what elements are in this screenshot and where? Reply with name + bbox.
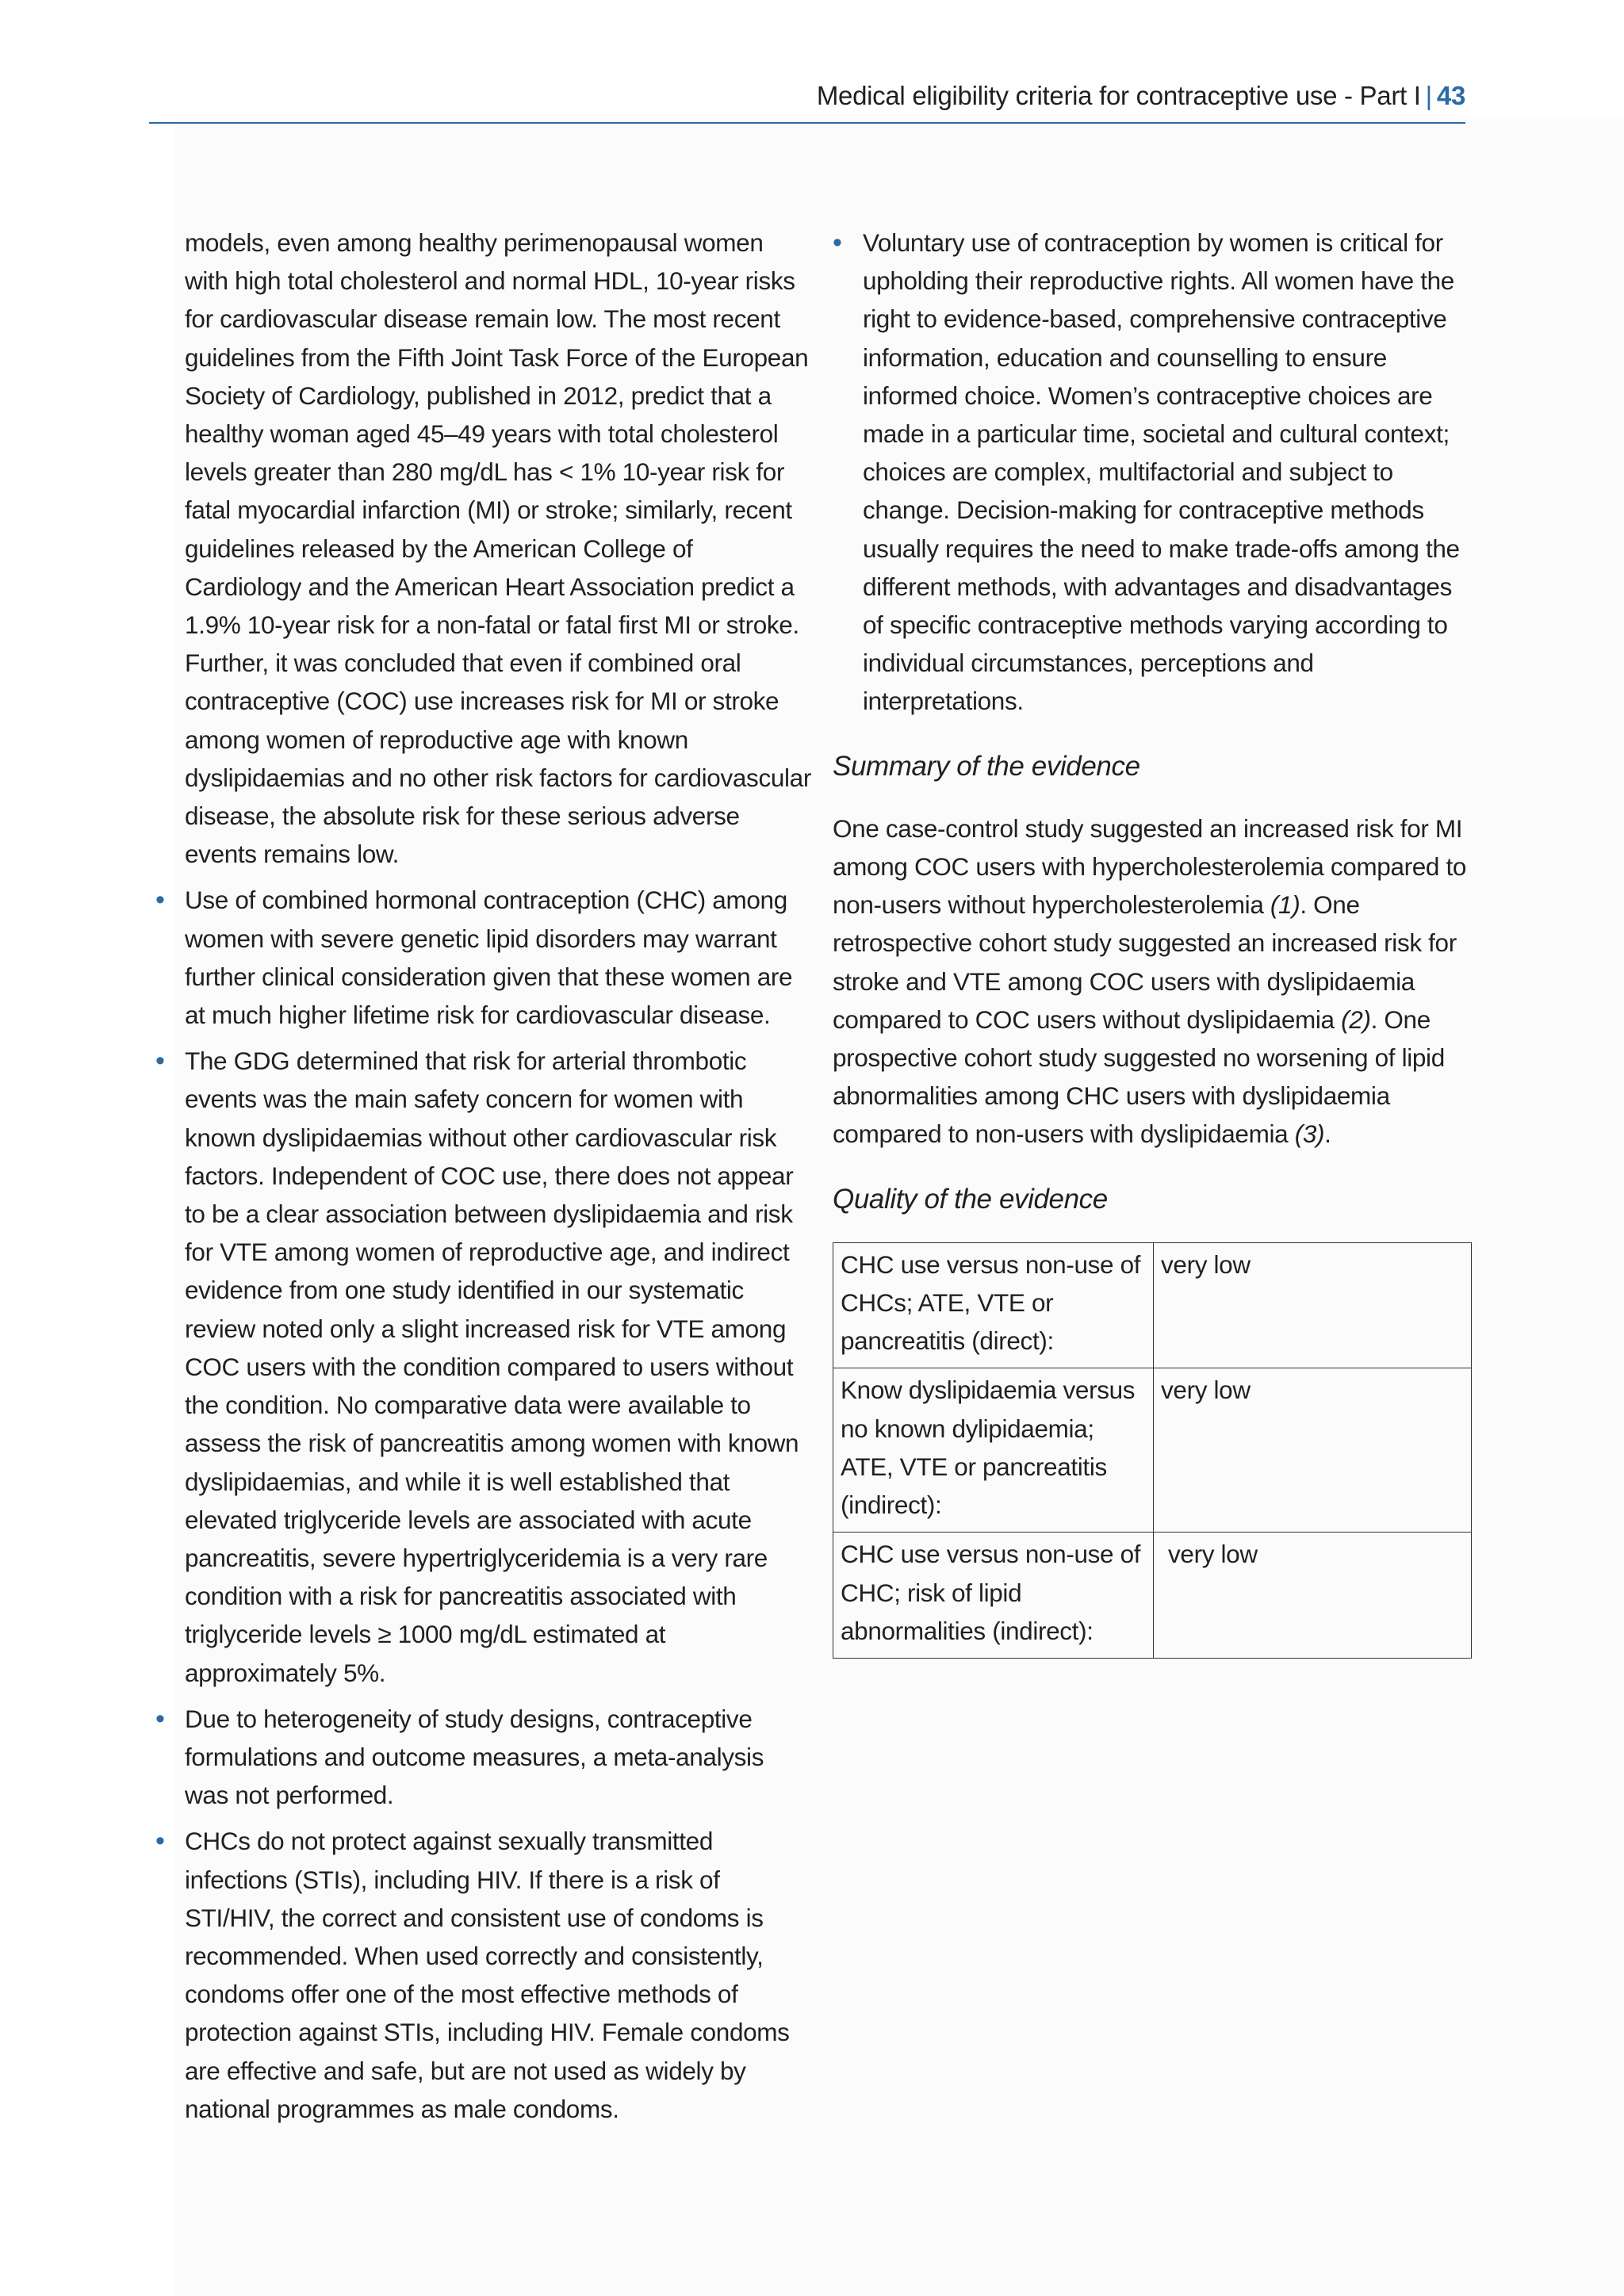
bullet-text: The GDG determined that risk for arterial thrombotic events was the main safety concern for women with known dyslipidaemias without other cardiovascular risk factors. Independent of COC use, there does not appear to be a clear association between dyslipidaemia and risk for VTE among women of reproductive age, and indirect evidence from one study identified in our systematic review noted only a slight increased risk for VTE among COC users with the condition compared to users without the condition. No comparative data were available to assess the risk of pancreatitis among women with known dyslipidaemias, and while it is well established that elevated triglyceride levels are associated with acute pancreatitis, severe hypertriglyceridemia is a very rare condition with a risk for pancreatitis associated with triglyceride levels ≥ 1000 mg/dL estimated at approximately 5%. bbox=[185, 1047, 799, 1687]
list-item bbox=[155, 1822, 811, 2128]
left-bullet-list bbox=[155, 881, 811, 2128]
list-item bbox=[155, 1700, 811, 1815]
bullet-text: Due to heterogeneity of study designs, contraceptive formulations and outcome measures, a meta-analysis was not performed. bbox=[185, 1704, 764, 1810]
bullet-text: Use of combined hormonal contraception (CHC) among women with severe genetic lipid disorders may warrant further clinical consideration given that these women are at much higher lifetime risk for cardiovascular disease. bbox=[185, 886, 793, 1030]
comparison-cell: CHC use versus non-use of CHCs; ATE, VTE or pancreatitis (direct): bbox=[833, 1242, 1154, 1368]
bullet-icon: • bbox=[155, 1826, 165, 1857]
reference-3: (3) bbox=[1294, 1119, 1325, 1149]
bullet-text: CHCs do not protect against sexually transmitted infections (STIs), including HIV. If there is a risk of STI/HIV, the correct and consistent use of condoms is recommended. When used correctly and consistently, condoms offer one of the most effective methods of protection against STIs, including HIV. Female condoms are effective and safe, but are not used as widely by national programmes as male condoms. bbox=[185, 1827, 790, 2123]
quality-cell: very low bbox=[1154, 1533, 1472, 1659]
summary-heading: Summary of the evidence bbox=[833, 750, 1140, 782]
list-item bbox=[155, 881, 811, 1034]
right-column bbox=[833, 224, 1467, 1659]
reference-1: (1) bbox=[1270, 890, 1300, 920]
header-separator: | bbox=[1425, 81, 1432, 110]
comparison-cell: Know dyslipidaemia versus no known dylipidaemia; ATE, VTE or pancreatitis (indirect): bbox=[833, 1368, 1154, 1533]
continuation-paragraph: models, even among healthy perimenopausal women with high total cholesterol and normal HDL, 10-year risks for cardiovascular disease remain low. The most recent guidelines from the Fifth Joint Task Force of the European Society of Cardiology, published in 2012, predict that a healthy woman aged 45–49 years with total cholesterol levels greater than 280 mg/dL has < 1% 10-year risk for fatal myocardial infarction (MI) or stroke; similarly, recent guidelines released by the American College of Cardiology and the American Heart Association predict a 1.9% 10-year risk for a non-fatal or fatal first MI or stroke. Further, it was concluded that even if combined oral contraceptive (COC) use increases risk for MI or stroke among women of reproductive age with known dyslipidaemias and no other risk factors for cardiovascular disease, the absolute risk for these serious adverse events remains low. bbox=[185, 228, 811, 869]
left-column bbox=[155, 224, 811, 2128]
quality-cell: very low bbox=[1154, 1242, 1472, 1368]
summary-paragraph bbox=[833, 809, 1467, 1154]
summary-text: . bbox=[1324, 1119, 1331, 1149]
comparison-cell: CHC use versus non-use of CHC; risk of lipid abnormalities (indirect): bbox=[833, 1533, 1154, 1659]
running-header bbox=[149, 76, 1465, 124]
summary-text: One case-control study suggested an increased risk for MI among COC users with hypercholesterolemia compared to non-users without hypercholesterolemia bbox=[833, 813, 1467, 920]
header-text bbox=[817, 81, 1465, 111]
summary-text: . One retrospective cohort study suggested an increased risk for stroke and VTE among COC users with dyslipidaemia compared to COC users without dyslipidaemia bbox=[833, 890, 1457, 1034]
quality-table bbox=[833, 1242, 1472, 1659]
bullet-icon: • bbox=[155, 885, 165, 916]
summary-text: . One prospective cohort study suggested no worsening of lipid abnormalities among CHC users with dyslipidaemia compared to non-users with dyslipidaemia bbox=[833, 1004, 1445, 1149]
header-title: Medical eligibility criteria for contraceptive use - Part I bbox=[816, 81, 1421, 110]
reference-2: (2) bbox=[1341, 1004, 1371, 1034]
list-item bbox=[155, 1042, 811, 1691]
table-row bbox=[833, 1533, 1472, 1659]
page-number: 43 bbox=[1436, 81, 1465, 110]
list-item bbox=[833, 224, 1467, 721]
bullet-icon: • bbox=[155, 1046, 165, 1077]
bullet-icon: • bbox=[833, 228, 842, 258]
table-row bbox=[833, 1242, 1472, 1368]
quality-cell: very low bbox=[1154, 1368, 1472, 1533]
bullet-icon: • bbox=[155, 1703, 165, 1734]
table-row bbox=[833, 1368, 1472, 1533]
quality-heading: Quality of the evidence bbox=[833, 1183, 1108, 1215]
bullet-text: Voluntary use of contraception by women is critical for upholding their reproductive rights. All women have the right to evidence-based, comprehensive contraceptive information, education and counselling to ensure informed choice. Women’s contraceptive choices are made in a particular time, societal and cultural context; choices are complex, multifactorial and subject to change. Decision-making for contraceptive methods usually requires the need to make trade-offs among the different methods, with advantages and disadvantages of specific contraceptive methods varying according to individual circumstances, perceptions and interpretations. bbox=[863, 228, 1460, 716]
